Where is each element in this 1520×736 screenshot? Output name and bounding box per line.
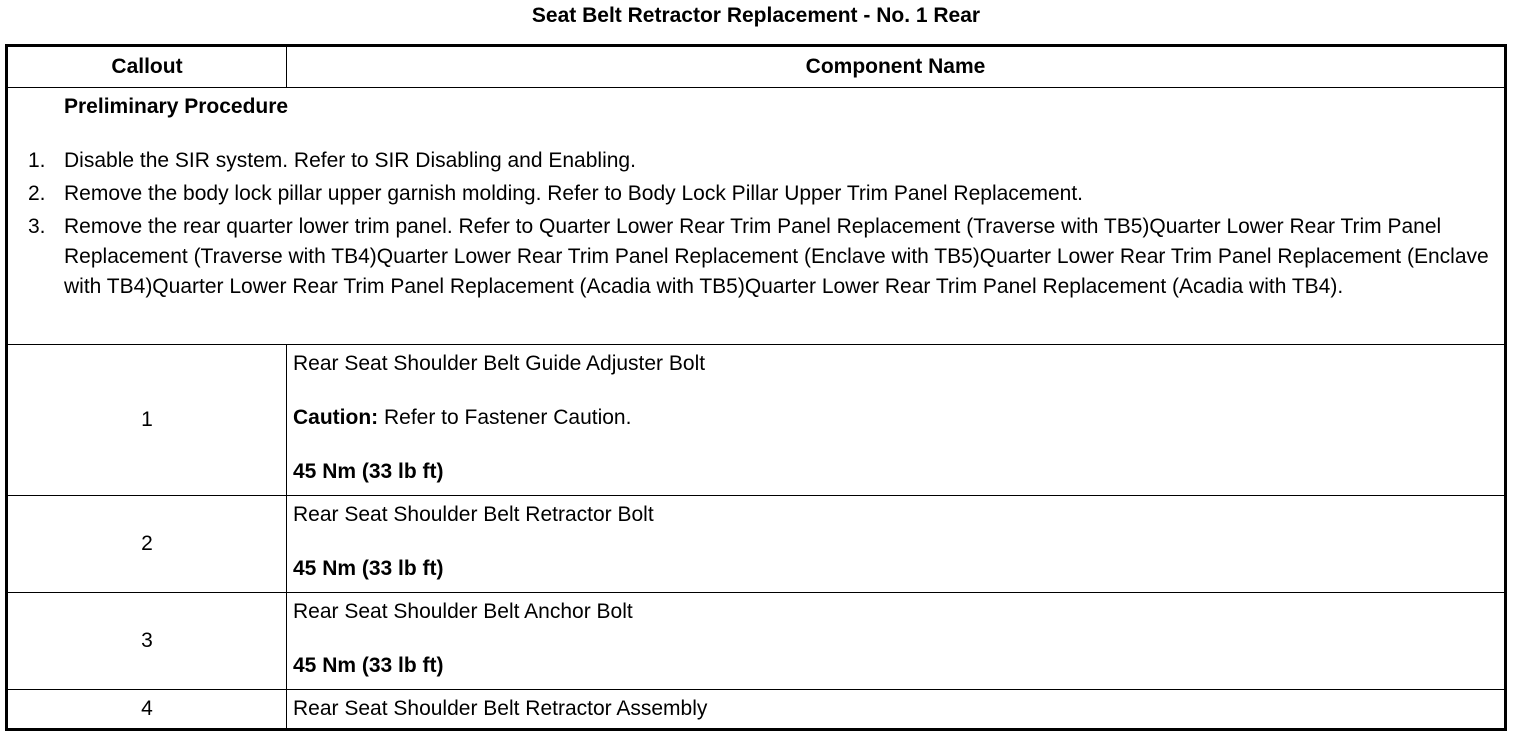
component-name: Rear Seat Shoulder Belt Anchor Bolt [293, 600, 633, 623]
callout-cell: 4 [7, 690, 287, 730]
callout-column-header: Callout [7, 46, 287, 88]
callout-cell: 3 [7, 593, 287, 690]
preliminary-step [8, 146, 1504, 176]
callout-cell: 1 [7, 345, 287, 496]
torque-spec: 45 Nm (33 lb ft) [293, 654, 444, 677]
caution-label: Caution: [293, 406, 379, 429]
procedure-table [5, 44, 1507, 731]
page-title: Seat Belt Retractor Replacement - No. 1 Rear [531, 4, 981, 27]
caution-note [293, 405, 1498, 431]
table-row [7, 345, 1506, 496]
preliminary-procedure-row [7, 88, 1506, 345]
preliminary-step [8, 179, 1504, 209]
preliminary-procedure-heading: Preliminary Procedure [64, 95, 289, 118]
step-text: Remove the body lock pillar upper garnish molding. Refer to Body Lock Pillar Upper Trim Panel Replacement. [64, 182, 1083, 205]
component-cell [287, 345, 1506, 496]
component-name: Rear Seat Shoulder Belt Retractor Assembly [293, 697, 708, 720]
preliminary-procedure-cell [7, 88, 1506, 345]
table-header-row [7, 46, 1506, 88]
caution-text: Refer to Fastener Caution. [378, 406, 632, 429]
component-name-column-header: Component Name [287, 46, 1506, 88]
component-name: Rear Seat Shoulder Belt Retractor Bolt [293, 503, 654, 526]
step-number: 1. [28, 149, 46, 172]
step-number: 2. [28, 182, 46, 205]
step-text: Disable the SIR system. Refer to SIR Disabling and Enabling. [64, 149, 636, 172]
component-cell [287, 593, 1506, 690]
preliminary-steps-list [8, 146, 1504, 302]
step-text: Remove the rear quarter lower trim panel. Refer to Quarter Lower Rear Trim Panel Replacement (Traverse with TB5)Quarter Lower Rear Trim Panel Replacement (Traverse with TB4)Quarter Lower Rear Trim Panel Replacement (Enclave with TB5)Quarter Lower Rear Trim Panel Replacement (Enclave with TB4)Quarter Lower Rear Trim Panel Replacement (Acadia with TB5)Quarter Lower Rear Trim Panel Replacement (Acadia with TB4). [64, 215, 1489, 298]
callout-cell: 2 [7, 496, 287, 593]
step-number: 3. [28, 215, 46, 238]
table-row [7, 690, 1506, 730]
torque-spec: 45 Nm (33 lb ft) [293, 460, 444, 483]
table-row [7, 496, 1506, 593]
preliminary-step [8, 212, 1504, 302]
torque-spec: 45 Nm (33 lb ft) [293, 557, 444, 580]
component-cell [287, 496, 1506, 593]
component-name: Rear Seat Shoulder Belt Guide Adjuster Bolt [293, 352, 706, 375]
table-row [7, 593, 1506, 690]
component-cell [287, 690, 1506, 730]
